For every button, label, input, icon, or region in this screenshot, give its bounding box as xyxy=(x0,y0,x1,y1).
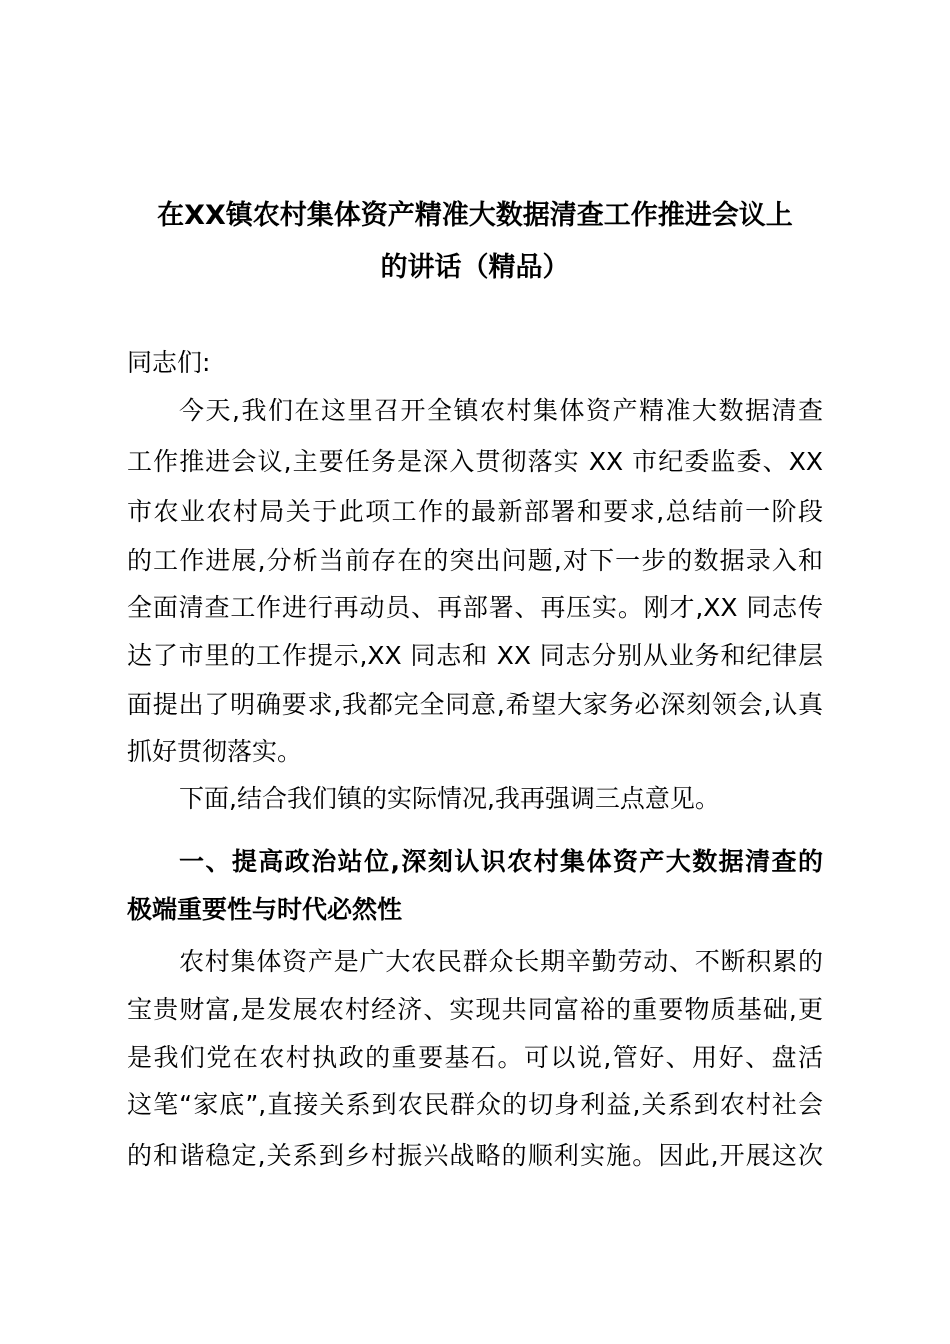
paragraph-line: 的工作进展,分析当前存在的突出问题,对下一步的数据录入和 xyxy=(127,546,823,575)
paragraph-line: 农村集体资产是广大农民群众长期辛勤劳动、不断积累的 xyxy=(179,947,823,976)
paragraph-line: 宝贵财富,是发展农村经济、实现共同富裕的重要物质基础,更 xyxy=(127,995,823,1024)
document-title-line-2: 的讲话（精品） xyxy=(380,252,570,283)
paragraph-line: 达了市里的工作提示,XX 同志和 XX 同志分别从业务和纪律层 xyxy=(127,641,823,670)
section-heading-line: 极端重要性与时代必然性 xyxy=(127,895,403,924)
salutation: 同志们: xyxy=(127,348,211,377)
paragraph-line: 下面,结合我们镇的实际情况,我再强调三点意见。 xyxy=(179,784,720,813)
paragraph-line: 面提出了明确要求,我都完全同意,希望大家务必深刻领会,认真 xyxy=(127,690,823,719)
paragraph-line: 抓好贯彻落实。 xyxy=(127,737,303,766)
paragraph-line: 市农业农村局关于此项工作的最新部署和要求,总结前一阶段 xyxy=(127,497,823,526)
section-heading-line: 一、提高政治站位,深刻认识农村集体资产大数据清查的 xyxy=(179,847,823,876)
paragraph-line: 是我们党在农村执政的重要基石。可以说,管好、用好、盘活 xyxy=(127,1043,823,1072)
paragraph-line: 工作推进会议,主要任务是深入贯彻落实 XX 市纪委监委、XX xyxy=(127,447,823,476)
paragraph-line: 这笔“家底”,直接关系到农民群众的切身利益,关系到农村社会 xyxy=(127,1090,823,1119)
paragraph-line: 今天,我们在这里召开全镇农村集体资产精准大数据清查 xyxy=(179,396,823,425)
paragraph-line: 全面清查工作进行再动员、再部署、再压实。刚才,XX 同志传 xyxy=(127,593,823,622)
document-title-line-1: 在XX镇农村集体资产精准大数据清查工作推进会议上 xyxy=(157,200,793,231)
paragraph-line: 的和谐稳定,关系到乡村振兴战略的顺利实施。因此,开展这次 xyxy=(127,1141,823,1170)
